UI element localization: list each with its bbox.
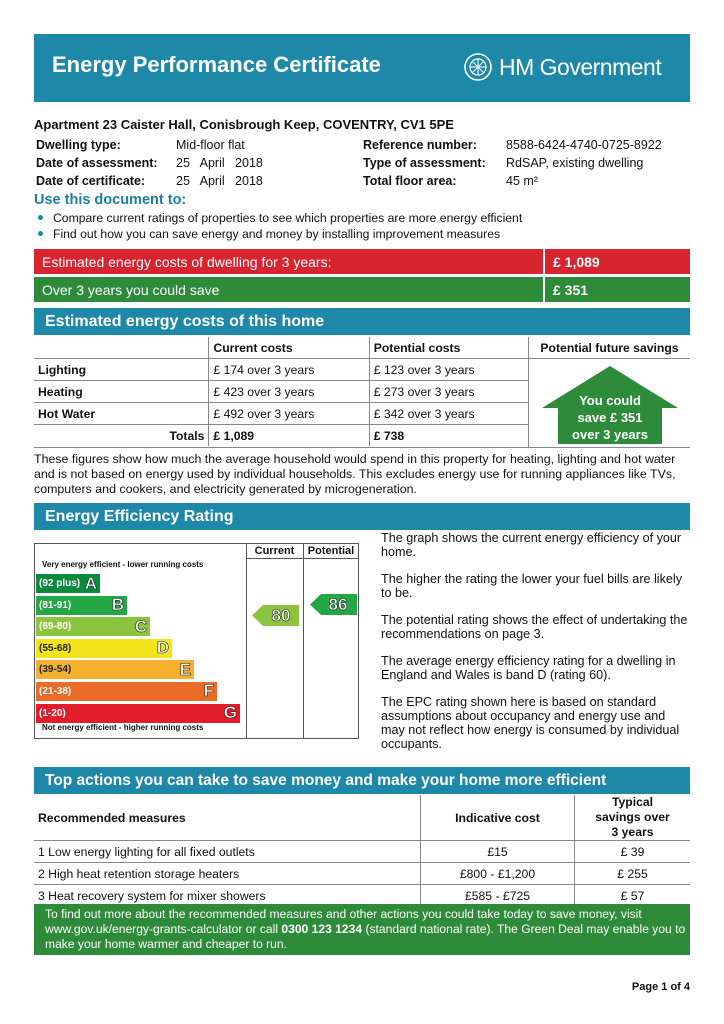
efficiency-section-title <box>34 503 690 530</box>
band-range: (55-68) <box>39 642 72 654</box>
detail-value: 45 m² <box>506 174 538 188</box>
table-header: Recommended measures <box>34 795 421 841</box>
table-row <box>34 403 529 425</box>
divider <box>34 447 690 448</box>
section-title: Top actions you can take to save money and make your home more efficient <box>45 771 607 789</box>
potential-rating-value: 86 <box>328 595 348 614</box>
band-range: (92 plus) <box>39 578 81 589</box>
indicative-cost: £585 - £725 <box>421 885 575 907</box>
divider <box>529 358 690 359</box>
could-save-label: Over 3 years you could save <box>42 281 220 298</box>
explanation-paragraph: The potential rating shows the effect of undertaking the recommendations on page 3. <box>381 613 688 641</box>
bullet-icon <box>38 231 43 236</box>
estimated-costs-banner <box>34 249 543 274</box>
current-cost: £ 423 over 3 years <box>209 381 369 403</box>
typical-saving: £ 255 <box>575 863 691 885</box>
explanation-paragraph: The average energy efficiency rating for a dwelling in England and Wales is band D (rating 60). <box>381 654 676 682</box>
section-title: Estimated energy costs of this home <box>45 312 325 330</box>
band-range: (1-20) <box>39 707 66 719</box>
detail-label: Total floor area: <box>363 174 457 188</box>
current-cost: £ 492 over 3 years <box>209 403 369 425</box>
band-range: (69-80) <box>39 621 72 633</box>
gov-link[interactable]: www.gov.uk/energy-grants-calculator or call <box>45 922 282 936</box>
band-letter: E <box>179 659 191 679</box>
band-letter: B <box>111 595 124 615</box>
totals-current: £ 1,089 <box>209 425 369 447</box>
estimated-costs-amount: £ 1,089 <box>553 253 600 270</box>
totals-label: Totals <box>34 425 209 447</box>
use-bullet: Compare current ratings of properties to see which properties are more energy efficient <box>53 211 523 225</box>
detail-label: Date of certificate: <box>36 174 146 188</box>
divider <box>246 543 247 739</box>
section-title: Energy Efficiency Rating <box>45 507 234 525</box>
note-line: To find out more about the recommended measures and other actions you could take today to save money, visit <box>45 907 642 921</box>
use-bullet: Find out how you can save energy and money by installing improvement measures <box>53 227 501 241</box>
current-cost: £ 174 over 3 years <box>209 359 369 381</box>
band-letter: A <box>84 573 97 593</box>
typical-saving: £ 57 <box>575 885 691 907</box>
actions-section-title <box>34 767 690 794</box>
table-row <box>34 841 690 863</box>
hm-government-logo <box>463 52 661 82</box>
detail-value: RdSAP, existing dwelling <box>506 156 644 170</box>
rating-bands <box>36 574 240 725</box>
savings-line: You could <box>579 393 641 408</box>
indicative-cost: £15 <box>421 841 575 863</box>
table-header-row <box>34 337 529 359</box>
could-save-amount: £ 351 <box>553 281 589 298</box>
could-save-banner <box>34 277 543 302</box>
current-rating-value: 80 <box>271 606 291 625</box>
explanation-paragraph: The higher the rating the lower your fuel bills are likely to be. <box>381 572 683 600</box>
detail-label: Type of assessment: <box>363 156 486 170</box>
rating-band-g <box>36 704 240 723</box>
band-letter: D <box>156 638 169 658</box>
costs-note: These figures show how much the average household would spend in this property for heating, lighting and hot water and is not based on energy used by individual households. This excludes energy use for running appliances like TVs, computers and cookers, and electricity generated by microgeneration. <box>34 452 676 496</box>
rating-band-e <box>36 660 194 679</box>
detail-label: Reference number: <box>363 138 477 152</box>
estimated-costs-value <box>545 249 690 274</box>
bottom-efficiency-label: Not energy efficient - higher running costs <box>42 723 204 732</box>
efficiency-explanation <box>381 531 691 751</box>
savings-line: save £ 351 <box>577 410 643 425</box>
table-header: Indicative cost <box>421 795 575 841</box>
explanation-paragraph: The EPC rating shown here is based on standard assumptions about occupancy and energy use and may not reflect how energy is consumed by individual occupants. <box>381 695 680 751</box>
measure: 2 High heat retention storage heaters <box>34 863 421 885</box>
explanation-paragraph: The graph shows the current energy efficiency of your home. <box>381 531 682 559</box>
band-letter: G <box>223 703 237 723</box>
rating-band-f <box>36 682 217 701</box>
detail-value: 8588-6424-4740-0725-8922 <box>506 138 662 152</box>
use-document-heading: Use this document to: <box>34 192 187 208</box>
note-line <box>45 922 690 937</box>
actions-table <box>34 795 690 907</box>
table-header: Potential costs <box>369 337 529 359</box>
band-letter: F <box>203 681 214 701</box>
rating-band-c <box>36 617 150 636</box>
cost-category: Hot Water <box>34 403 209 425</box>
measure: 1 Low energy lighting for all fixed outlets <box>34 841 421 863</box>
cost-category: Lighting <box>34 359 209 381</box>
rating-band-b <box>36 596 127 615</box>
potential-cost: £ 273 over 3 years <box>369 381 529 403</box>
page-title: Energy Performance Certificate <box>52 52 381 77</box>
table-header: Current costs <box>209 337 369 359</box>
page-number: Page 1 of 4 <box>631 981 690 993</box>
indicative-cost: £800 - £1,200 <box>421 863 575 885</box>
brand-name: HM Government <box>499 53 662 80</box>
top-efficiency-label: Very energy efficient - lower running costs <box>42 560 204 569</box>
costs-table <box>34 337 529 446</box>
bullet-icon <box>38 215 43 220</box>
estimated-costs-section-title <box>34 308 690 335</box>
more-info-note <box>34 904 690 955</box>
estimated-costs-label: Estimated energy costs of dwelling for 3 years: <box>42 253 332 270</box>
phone-number: 0300 123 1234 <box>281 922 363 936</box>
detail-value: 25 April 2018 <box>176 174 263 188</box>
could-save-value <box>545 277 690 302</box>
table-header: Typical savings over 3 years <box>575 795 691 841</box>
note-line: make your home warmer and cheaper to run. <box>45 937 287 951</box>
totals-potential: £ 738 <box>369 425 529 447</box>
totals-row <box>34 425 529 447</box>
details-right <box>363 138 662 192</box>
potential-cost: £ 123 over 3 years <box>369 359 529 381</box>
table-row <box>34 863 690 885</box>
detail-value: Mid-floor flat <box>176 138 245 152</box>
detail-label: Dwelling type: <box>36 138 121 152</box>
royal-crest-icon <box>463 52 493 82</box>
savings-header: Potential future savings <box>540 341 679 355</box>
band-range: (21-38) <box>39 685 72 697</box>
detail-value: 25 April 2018 <box>176 156 263 170</box>
potential-cost: £ 342 over 3 years <box>369 403 529 425</box>
table-row <box>34 359 529 381</box>
detail-label: Date of assessment: <box>36 156 158 170</box>
table-header-row <box>34 795 690 841</box>
divider <box>303 543 304 739</box>
table-cell <box>34 337 209 359</box>
savings-arrow-text <box>558 392 662 443</box>
current-column-header: Current <box>254 545 295 557</box>
band-range: (39-54) <box>39 664 72 676</box>
savings-line: over 3 years <box>572 427 648 442</box>
cost-category: Heating <box>34 381 209 403</box>
rating-band-d <box>36 639 172 658</box>
band-range: (81-91) <box>39 599 72 611</box>
divider <box>246 558 359 559</box>
measure: 3 Heat recovery system for mixer showers <box>34 885 421 907</box>
band-letter: C <box>134 616 147 636</box>
details-left <box>36 138 263 192</box>
rating-band-a <box>36 574 100 593</box>
typical-saving: £ 39 <box>575 841 691 863</box>
potential-column-header: Potential <box>307 545 355 557</box>
table-row <box>34 381 529 403</box>
note-text: (standard national rate). The Green Deal may enable you to <box>362 922 686 936</box>
property-address: Apartment 23 Caister Hall, Conisbrough Keep, COVENTRY, CV1 5PE <box>34 117 454 132</box>
